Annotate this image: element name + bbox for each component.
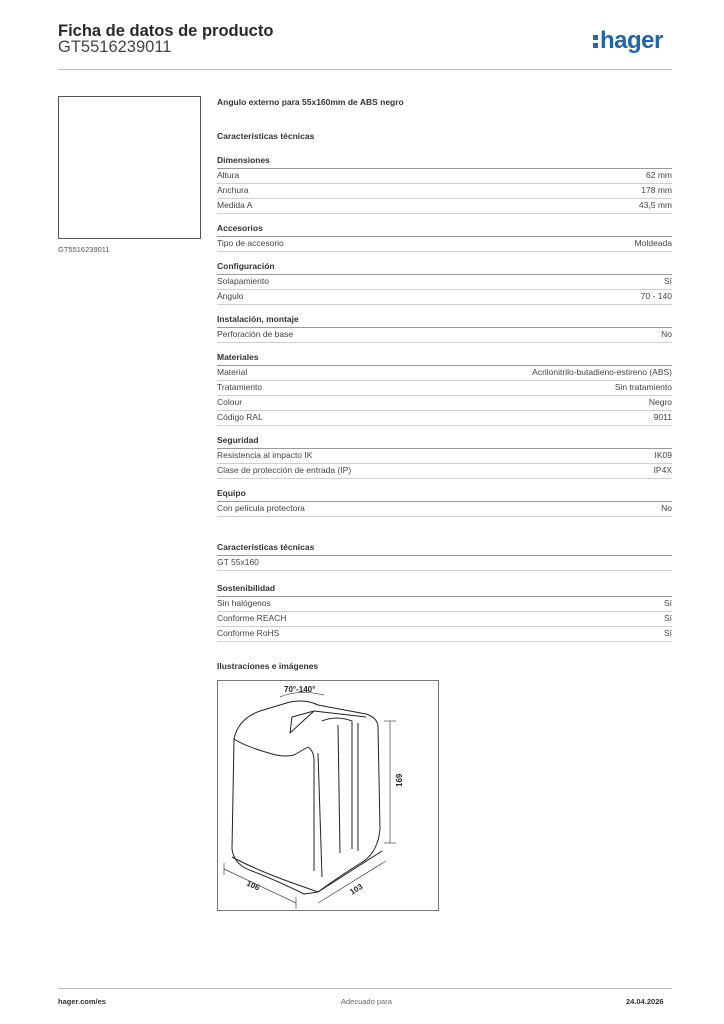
spec-label: Con película protectora [217, 503, 305, 513]
section-title: Equipo [217, 487, 672, 502]
product-description: Angulo externo para 55x160mm de ABS negro [217, 97, 404, 107]
spec-label: Clase de protección de entrada (IP) [217, 465, 352, 475]
height-label: 169 [395, 773, 404, 787]
section-title: Sostenibilidad [217, 582, 672, 597]
spec-value: Moldeada [634, 238, 672, 248]
spec-row [217, 169, 672, 184]
spec-section-configuracion [217, 260, 672, 305]
spec-row [217, 597, 672, 612]
spec-column [217, 96, 672, 672]
website-link[interactable]: hager.com/es [58, 997, 106, 1006]
spec-value: Sin tratamiento [614, 382, 672, 392]
angle-label: 70°-140° [284, 685, 316, 694]
spec-value: No [661, 503, 672, 513]
spec-row [217, 464, 672, 479]
logo-text: hager [600, 27, 663, 54]
spec-section-series [217, 541, 672, 571]
spec-value: Sí [663, 598, 672, 608]
spec-label: Anchura [217, 185, 249, 195]
spec-section-accesorios [217, 222, 672, 252]
page-title: Ficha de datos de producto [58, 22, 274, 40]
section-title: Características técnicas [217, 541, 672, 556]
spec-row [217, 411, 672, 426]
footer-note: Adecuado para [341, 997, 392, 1006]
spec-value: Sí [663, 628, 672, 638]
illustrations-title: Ilustraciones e imágenes [217, 661, 319, 671]
section-title: Instalación, montaje [217, 313, 672, 328]
footer-date: 24.04.2026 [626, 997, 664, 1006]
spec-section-sostenibilidad [217, 582, 672, 642]
spec-value: 62 mm [646, 170, 672, 180]
spec-label: Tratamiento [217, 382, 263, 392]
spec-label: Solapamiento [217, 276, 269, 286]
product-image-caption: GT5516239011 [58, 245, 110, 254]
spec-label: Tipo de accesorio [217, 238, 284, 248]
spec-value: Negro [648, 397, 672, 407]
spec-value: 9011 [653, 412, 672, 422]
section-title: Accesorios [217, 222, 672, 237]
corner-drawing [218, 681, 438, 910]
spec-section-dimensiones [217, 154, 672, 214]
spec-label: Material [217, 367, 248, 377]
spec-row [217, 502, 672, 517]
hager-logo [593, 26, 663, 56]
spec-row [217, 275, 672, 290]
product-image [58, 96, 201, 239]
series-value: GT 55x160 [217, 557, 259, 567]
spec-row [217, 627, 672, 642]
spec-label: Sin halógenos [217, 598, 271, 608]
spec-row [217, 449, 672, 464]
spec-label: Conforme REACH [217, 613, 287, 623]
spec-value: Sí [663, 613, 672, 623]
spec-row [217, 184, 672, 199]
spec-section-seguridad [217, 434, 672, 479]
spec-label: Altura [217, 170, 240, 180]
product-reference: GT5516239011 [58, 38, 172, 56]
spec-row [217, 290, 672, 305]
spec-row [217, 199, 672, 214]
section-title: Seguridad [217, 434, 672, 449]
spec-row [217, 366, 672, 381]
header-divider [58, 69, 672, 70]
left-width-label: 106 [245, 878, 262, 893]
spec-section-materiales [217, 351, 672, 426]
spec-row [217, 381, 672, 396]
spec-label: Código RAL [217, 412, 263, 422]
spec-value: 43,5 mm [638, 200, 672, 210]
spec-label: Ángulo [217, 291, 244, 301]
spec-value: No [661, 329, 672, 339]
spec-value: Sí [663, 276, 672, 286]
footer-divider [58, 988, 672, 989]
logo-dots-icon [593, 35, 598, 51]
spec-value: IK09 [654, 450, 672, 460]
right-width-label: 103 [348, 881, 365, 897]
spec-label: Resistencia al impacto IK [217, 450, 313, 460]
section-title: Configuración [217, 260, 672, 275]
spec-row [217, 237, 672, 252]
spec-row [217, 396, 672, 411]
technical-drawing [217, 680, 439, 911]
spec-value: 178 mm [641, 185, 672, 195]
spec-label: Medida A [217, 200, 253, 210]
spec-label: Conforme RoHS [217, 628, 280, 638]
spec-row [217, 328, 672, 343]
spec-row [217, 556, 672, 571]
spec-value: Acrilonitrilo-butadieno-estireno (ABS) [532, 367, 672, 377]
spec-label: Colour [217, 397, 243, 407]
spec-heading: Características técnicas [217, 131, 315, 141]
spec-row [217, 612, 672, 627]
section-title: Dimensiones [217, 154, 672, 169]
spec-label: Perforación de base [217, 329, 294, 339]
spec-section-instalacion [217, 313, 672, 343]
spec-section-equipo [217, 487, 672, 517]
section-title: Materiales [217, 351, 672, 366]
spec-value: IP4X [653, 465, 672, 475]
spec-value: 70 - 140 [640, 291, 672, 301]
